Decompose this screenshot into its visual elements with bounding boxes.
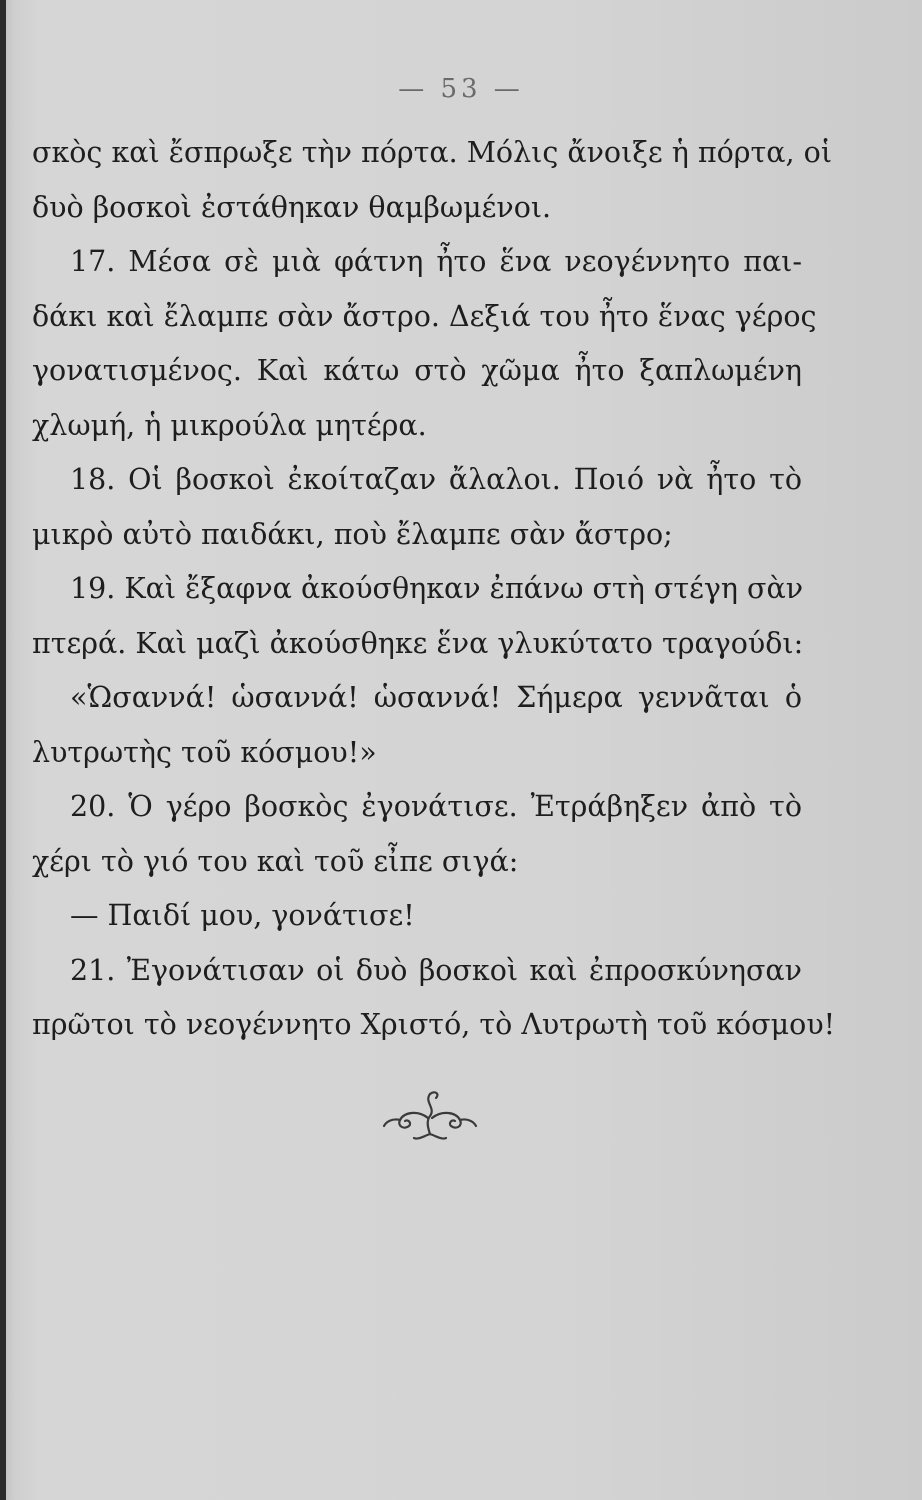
text-line: πτερά. Καὶ μαζὶ ἀκούσθηκε ἕνα γλυκύτατο τραγούδι: [32,626,804,660]
text-line: 19. Καὶ ἔξαφνα ἀκούσθηκαν ἐπάνω στὴ στέγη σὰν [70,572,804,605]
page-gutter-edge [0,0,6,1500]
text-line: δυὸ βοσκοὶ ἐστάθηκαν θαμβωμένοι. [32,190,552,224]
text-line: πρῶτοι τὸ νεογέννητο Χριστό, τὸ Λυτρωτὴ τοῦ κόσμου! [32,1008,836,1041]
text-line: χλωμή, ἡ μικρούλα μητέρα. [32,408,427,442]
fleuron-ornament-icon [380,1088,480,1144]
text-line: 18. Οἱ βοσκοὶ ἐκοίταζαν ἄλαλοι. Ποιό νὰ ἦτο τὸ [70,463,802,496]
text-line: λυτρωτὴς τοῦ κόσμου!» [32,735,377,769]
text-line: — Παιδί μου, γονάτισε! [70,899,415,932]
text-line: μικρὸ αὐτὸ παιδάκι, ποὺ ἔλαμπε σὰν ἄστρο; [32,517,673,551]
text-line: «Ὡσαννά! ὡσαννά! ὡσαννά! Σήμερα γεννᾶται ὁ [70,681,802,714]
body-text [32,126,836,1053]
text-line: 20. Ὁ γέρο βοσκὸς ἐγονάτισε. Ἐτράβηξεν ἀπὸ τὸ [70,790,802,823]
text-line: 17. Μέσα σὲ μιὰ φάτνη ἦτο ἕνα νεογέννητο παι- [70,245,802,278]
text-line: δάκι καὶ ἔλαμπε σὰν ἄστρο. Δεξιά του ἦτο ἕνας γέρος [32,299,817,333]
text-line: 21. Ἐγονάτισαν οἱ δυὸ βοσκοὶ καὶ ἐπροσκύνησαν [70,953,802,987]
page-number: — 53 — [398,74,524,104]
text-line: σκὸς καὶ ἔσπρωξε τὴν πόρτα. Μόλις ἄνοιξε ἡ πόρτα, οἱ [32,136,833,169]
text-line: γονατισμένος. Καὶ κάτω στὸ χῶμα ἦτο ξαπλωμένη [32,354,802,387]
text-line: χέρι τὸ γιό του καὶ τοῦ εἶπε σιγά: [32,844,519,878]
